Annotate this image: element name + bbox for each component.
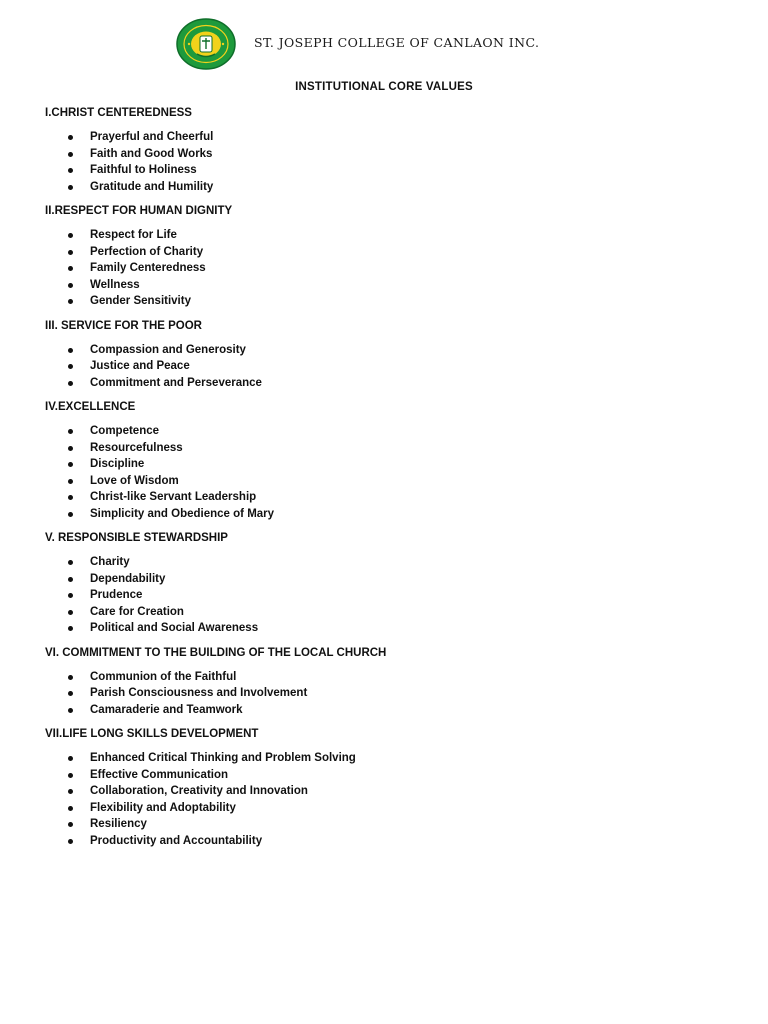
page-header <box>176 18 539 70</box>
list-item <box>45 767 745 784</box>
section-heading: VII.LIFE LONG SKILLS DEVELOPMENT <box>45 728 259 740</box>
list-item-label: Flexibility and Adoptability <box>90 801 236 814</box>
bullet-icon <box>68 626 73 631</box>
bullet-icon <box>68 348 73 353</box>
page-title: INSTITUTIONAL CORE VALUES <box>295 81 473 93</box>
list-item-label: Parish Consciousness and Involvement <box>90 687 308 699</box>
list-item <box>45 816 745 833</box>
list-item-label: Faithful to Holiness <box>90 164 197 176</box>
bullet-icon <box>68 381 73 386</box>
list-item-label: Love of Wisdom <box>90 474 179 487</box>
bullet-icon <box>68 364 73 369</box>
list-item <box>45 358 745 375</box>
list-item <box>45 162 745 179</box>
list-item-label: Political and Social Awareness <box>90 622 259 634</box>
list-item <box>45 129 745 146</box>
list-item-label: Charity <box>90 556 130 568</box>
list-item <box>45 244 745 261</box>
list-item <box>45 669 745 686</box>
value-list <box>45 554 745 637</box>
list-item-label: Compassion and Generosity <box>90 343 246 356</box>
list-item-label: Justice and Peace <box>90 360 190 372</box>
section-heading: III. SERVICE FOR THE POOR <box>45 319 202 332</box>
list-item-label: Gratitude and Humility <box>90 180 214 193</box>
list-item <box>45 440 745 457</box>
bullet-icon <box>68 822 73 827</box>
list-item <box>45 342 745 359</box>
list-item <box>45 604 745 621</box>
section-heading: IV.EXCELLENCE <box>45 401 136 413</box>
list-item <box>45 423 745 440</box>
bullet-icon <box>68 429 73 434</box>
list-item-label: Wellness <box>90 278 140 291</box>
bullet-icon <box>68 756 73 761</box>
list-item <box>45 227 745 244</box>
list-item-label: Family Centeredness <box>90 262 206 274</box>
list-item <box>45 375 745 392</box>
list-item-label: Resourcefulness <box>90 441 183 454</box>
list-item-label: Perfection of Charity <box>90 245 204 258</box>
list-item-label: Respect for Life <box>90 229 177 241</box>
bullet-icon <box>68 233 73 238</box>
list-item <box>45 489 745 506</box>
bullet-icon <box>68 250 73 255</box>
list-item <box>45 800 745 817</box>
bullet-icon <box>68 152 73 157</box>
bullet-icon <box>68 135 73 140</box>
bullet-icon <box>68 708 73 713</box>
list-item-label: Enhanced Critical Thinking and Problem Solving <box>90 752 356 764</box>
list-item-label: Productivity and Accountability <box>90 834 263 847</box>
core-values-list <box>45 105 745 857</box>
bullet-icon <box>68 479 73 484</box>
list-item-label: Commitment and Perseverance <box>90 376 262 389</box>
list-item-label: Collaboration, Creativity and Innovation <box>90 785 308 797</box>
list-item-label: Gender Sensitivity <box>90 295 191 307</box>
value-list <box>45 342 745 392</box>
bullet-icon <box>68 691 73 696</box>
list-item-label: Effective Communication <box>90 768 229 781</box>
list-item-label: Care for Creation <box>90 605 184 618</box>
list-item <box>45 179 745 196</box>
value-list <box>45 750 745 849</box>
list-item-label: Faith and Good Works <box>90 147 213 160</box>
list-item <box>45 685 745 702</box>
list-item <box>45 702 745 719</box>
section-heading: I.CHRIST CENTEREDNESS <box>45 107 192 119</box>
bullet-icon <box>68 495 73 500</box>
bullet-icon <box>68 266 73 271</box>
list-item <box>45 146 745 163</box>
list-item-label: Discipline <box>90 458 145 470</box>
bullet-icon <box>68 789 73 794</box>
list-item-label: Simplicity and Obedience of Mary <box>90 507 275 520</box>
list-item <box>45 783 745 800</box>
bullet-icon <box>68 560 73 565</box>
bullet-icon <box>68 462 73 467</box>
list-item-label: Dependability <box>90 572 166 585</box>
bullet-icon <box>68 610 73 615</box>
bullet-icon <box>68 773 73 778</box>
section-heading: VI. COMMITMENT TO THE BUILDING OF THE LOCAL CHURCH <box>45 646 387 659</box>
bullet-icon <box>68 839 73 844</box>
list-item-label: Competence <box>90 425 160 437</box>
bullet-icon <box>68 185 73 190</box>
school-name: ST. JOSEPH COLLEGE OF CANLAON INC. <box>254 34 540 50</box>
list-item-label: Communion of the Faithful <box>90 670 237 683</box>
list-item <box>45 260 745 277</box>
section-heading: II.RESPECT FOR HUMAN DIGNITY <box>45 205 233 217</box>
list-item <box>45 587 745 604</box>
list-item <box>45 750 745 767</box>
list-item <box>45 473 745 490</box>
bullet-icon <box>68 675 73 680</box>
list-item-label: Prudence <box>90 589 143 601</box>
list-item <box>45 571 745 588</box>
list-item <box>45 833 745 850</box>
school-seal-icon <box>176 18 236 70</box>
list-item-label: Prayerful and Cheerful <box>90 131 214 143</box>
bullet-icon <box>68 577 73 582</box>
bullet-icon <box>68 299 73 304</box>
list-item <box>45 506 745 523</box>
bullet-icon <box>68 168 73 173</box>
list-item <box>45 620 745 637</box>
section-heading: V. RESPONSIBLE STEWARDSHIP <box>45 532 228 544</box>
bullet-icon <box>68 806 73 811</box>
value-list <box>45 129 745 195</box>
value-list <box>45 423 745 522</box>
list-item-label: Camaraderie and Teamwork <box>90 703 243 716</box>
bullet-icon <box>68 593 73 598</box>
list-item-label: Christ-like Servant Leadership <box>90 491 257 503</box>
value-list <box>45 227 745 310</box>
value-list <box>45 669 745 719</box>
bullet-icon <box>68 283 73 288</box>
list-item <box>45 456 745 473</box>
list-item <box>45 277 745 294</box>
list-item <box>45 554 745 571</box>
bullet-icon <box>68 446 73 451</box>
list-item-label: Resiliency <box>90 818 147 830</box>
list-item <box>45 293 745 310</box>
bullet-icon <box>68 512 73 517</box>
